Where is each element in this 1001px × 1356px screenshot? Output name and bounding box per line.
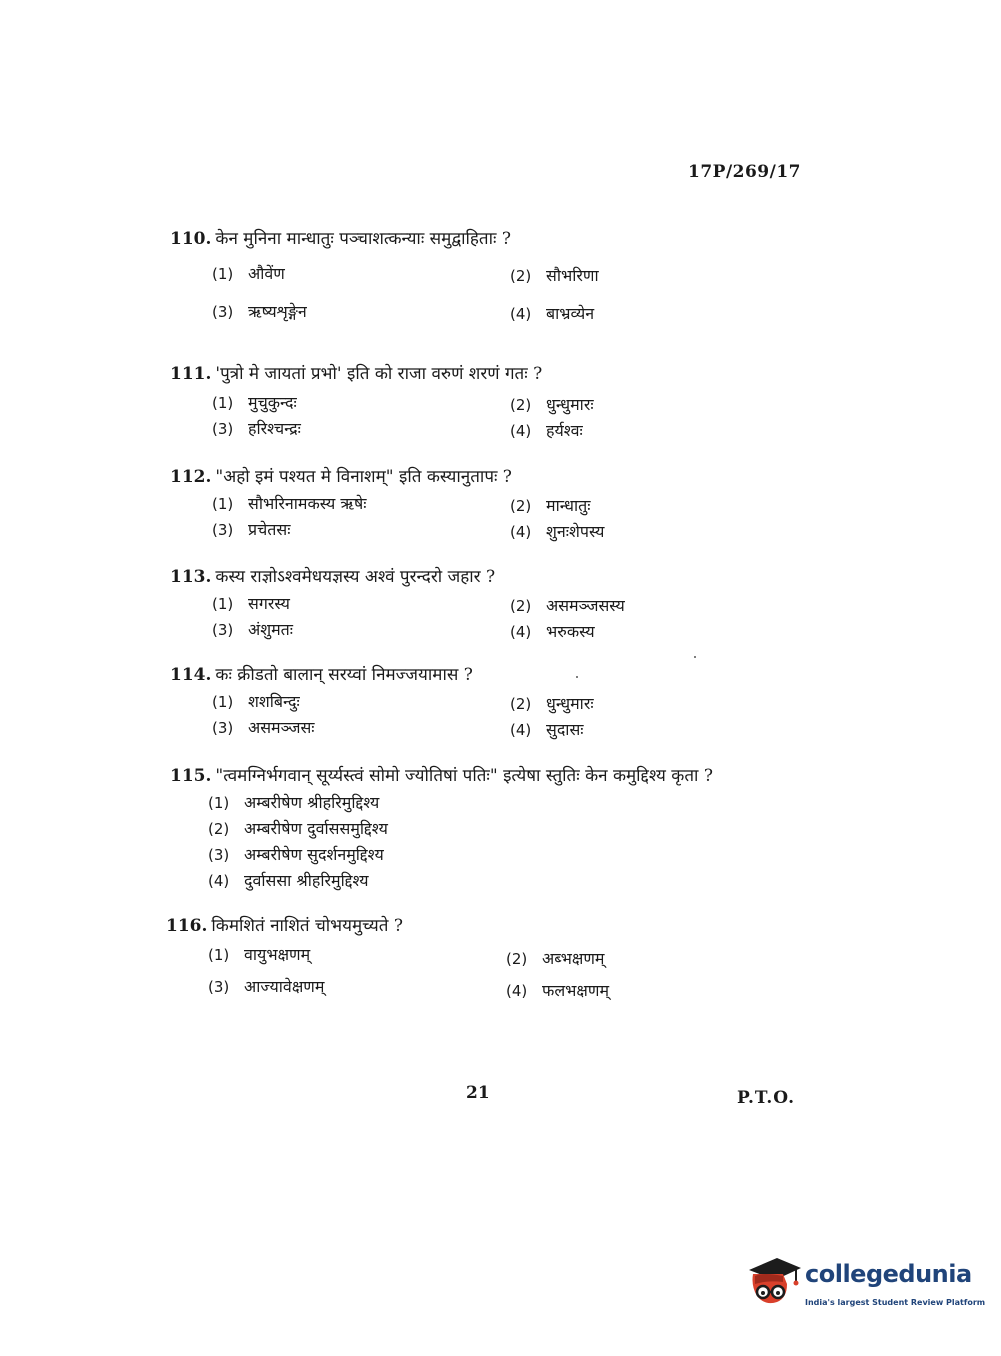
question-111 (170, 363, 810, 445)
logo-tagline: India's largest Student Review Platform (805, 1298, 986, 1307)
scan-speck (576, 676, 578, 678)
option-4[interactable]: (4) बाभ्रव्येन (510, 304, 595, 323)
scan-speck (694, 656, 696, 658)
question-text: कः क्रीडतो बालान् सरय्वां निमज्जयामास ? (215, 665, 473, 685)
option-1[interactable]: (1) औवेंण (212, 264, 285, 283)
question-114 (170, 664, 810, 746)
option-3[interactable]: (3) आज्यावेक्षणम् (208, 977, 325, 996)
question-number: 113. (170, 567, 212, 587)
collegedunia-logo (743, 1252, 986, 1322)
question-text: कस्य राज्ञोऽश्वमेधयज्ञस्य अश्वं पुरन्दरो जहार ? (215, 567, 496, 587)
option-3[interactable]: (3) अंशुमतः (212, 620, 294, 639)
option-3[interactable]: (3) हरिश्चन्द्रः (212, 419, 301, 438)
option-1[interactable]: (1) मुचुकुन्दः (212, 393, 297, 412)
option-2[interactable]: (2) धुन्धुमारः (510, 395, 594, 414)
option-4[interactable]: (4) फलभक्षणम् (506, 981, 610, 1000)
paper-code: 17P/269/17 (688, 162, 802, 182)
logo-brand-text: collegedunia (805, 1260, 972, 1288)
question-number: 114. (170, 665, 212, 685)
question-113 (170, 566, 810, 648)
option-2[interactable]: (2) अब्भक्षणम् (506, 949, 605, 968)
option-3[interactable]: (3) अम्बरीषेण सुदर्शनमुद्दिश्य (208, 845, 384, 864)
question-112 (170, 466, 810, 548)
student-mascot-icon (743, 1252, 805, 1314)
option-2[interactable]: (2) सौभरिणा (510, 266, 599, 285)
question-text: "त्वमग्निर्भगवान् सूर्य्यस्त्वं सोमो ज्योतिषां पतिः" इत्येषा स्तुतिः केन कमुद्दिश्य कृता ? (215, 766, 713, 786)
question-number: 112. (170, 467, 212, 487)
option-1[interactable]: (1) वायुभक्षणम् (208, 945, 311, 964)
question-115 (170, 765, 810, 897)
question-text: 'पुत्रो मे जायतां प्रभो' इति को राजा वरुणं शरणं गतः ? (215, 364, 543, 384)
option-1[interactable]: (1) सौभरिनामकस्य ऋषेः (212, 494, 367, 513)
question-text: केन मुनिना मान्धातुः पञ्चाशत्कन्याः समुद्वाहिताः ? (215, 229, 511, 249)
option-2[interactable]: (2) मान्धातुः (510, 496, 591, 515)
option-4[interactable]: (4) भरुकस्य (510, 622, 595, 641)
option-1[interactable]: (1) अम्बरीषेण श्रीहरिमुद्दिश्य (208, 793, 380, 812)
option-3[interactable]: (3) प्रचेतसः (212, 520, 291, 539)
option-4[interactable]: (4) हर्यश्वः (510, 421, 583, 440)
option-1[interactable]: (1) सगरस्य (212, 594, 290, 613)
question-116 (166, 915, 806, 1007)
option-2[interactable]: (2) अम्बरीषेण दुर्वाससमुद्दिश्य (208, 819, 388, 838)
page-number: 21 (466, 1083, 490, 1103)
option-4[interactable]: (4) शुनःशेपस्य (510, 522, 605, 541)
question-number: 116. (166, 916, 208, 936)
option-2[interactable]: (2) असमञ्जसस्य (510, 596, 625, 615)
question-110 (170, 228, 810, 330)
option-1[interactable]: (1) शशबिन्दुः (212, 692, 300, 711)
question-number: 115. (170, 766, 212, 786)
option-4[interactable]: (4) दुर्वाससा श्रीहरिमुद्दिश्य (208, 871, 369, 890)
question-number: 111. (170, 364, 212, 384)
pto-label: P.T.O. (737, 1088, 795, 1108)
option-3[interactable]: (3) असमञ्जसः (212, 718, 315, 737)
question-text: "अहो इमं पश्यत मे विनाशम्" इति कस्यानुतापः ? (215, 467, 512, 487)
option-4[interactable]: (4) सुदासः (510, 720, 584, 739)
question-number: 110. (170, 229, 212, 249)
option-2[interactable]: (2) धुन्धुमारः (510, 694, 594, 713)
question-text: किमशितं नाशितं चोभयमुच्यते ? (211, 916, 403, 936)
option-3[interactable]: (3) ऋष्यशृङ्गेन (212, 302, 307, 321)
